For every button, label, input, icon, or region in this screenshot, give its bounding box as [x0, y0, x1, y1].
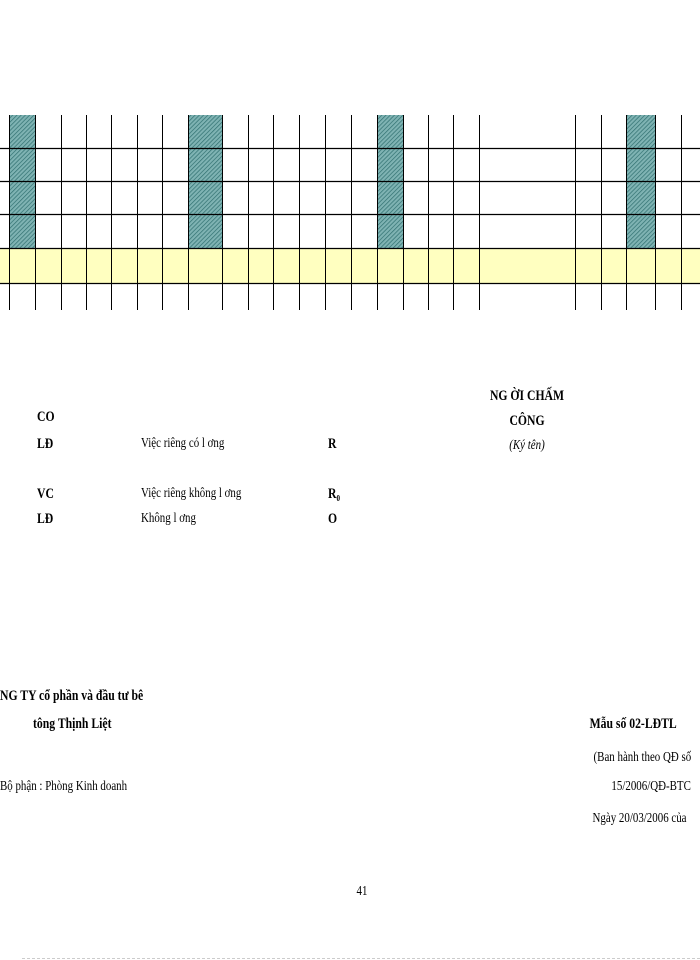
company-name: NG TY cổ phần và đầu tư bê: [0, 688, 144, 704]
timesheet-grid-lines: [0, 0, 700, 320]
form-number: Mẫu số 02-LĐTL: [589, 716, 677, 732]
timesheet-grid: [0, 0, 700, 320]
form-issued-line2: 15/2006/QĐ-BTC: [611, 779, 691, 794]
legend-symbol-4: O: [328, 511, 338, 527]
timekeeper-title: NG ỜI CHẤM: [489, 388, 565, 404]
legend-code-1: CO: [37, 409, 55, 425]
legend-code-4: LĐ: [37, 511, 54, 527]
department-label: Bộ phận : Phòng Kinh doanh: [0, 779, 128, 794]
legend-symbol-2: R: [328, 436, 337, 452]
legend-desc-4: Không l ơng: [141, 511, 196, 526]
legend-code-3: VC: [37, 486, 54, 502]
legend-desc-3: Việc riêng không l ơng: [141, 486, 242, 501]
form-issued-line1: (Ban hành theo QĐ số: [593, 750, 691, 765]
page-bottom-divider: [22, 958, 700, 959]
legend-symbol-3: R₀: [328, 486, 340, 502]
page-number: 41: [356, 884, 368, 899]
company-name-line2: tông Thịnh Liệt: [33, 716, 112, 732]
form-issued-line3: Ngày 20/03/2006 của: [592, 811, 687, 826]
timekeeper-title-line2: CÔNG: [509, 413, 545, 429]
legend-desc-2: Việc riêng có l ơng: [141, 436, 225, 451]
highlight-row: [0, 248, 700, 283]
timekeeper-signature-label: (Ký tên): [509, 438, 545, 453]
legend-code-2: LĐ: [37, 436, 54, 452]
